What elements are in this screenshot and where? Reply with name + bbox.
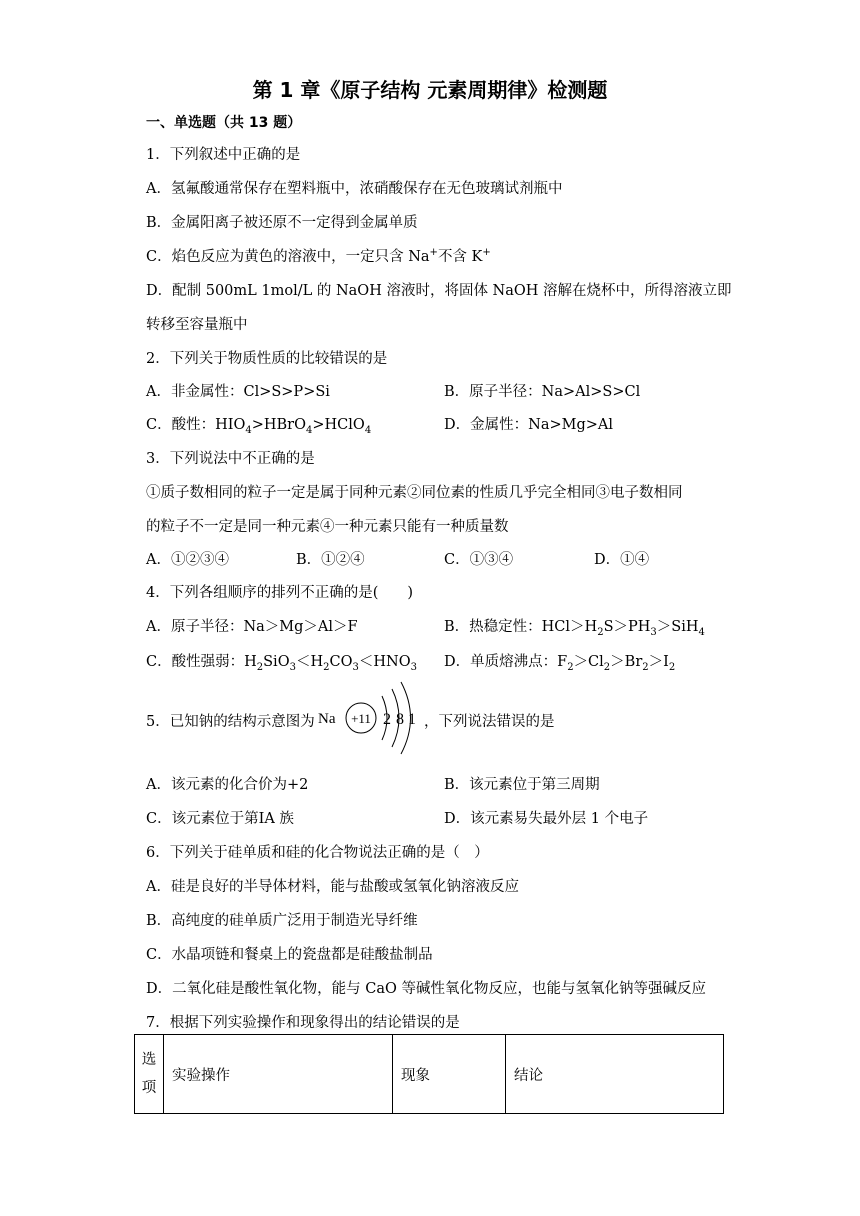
q4-c-sub: 2 bbox=[256, 661, 264, 673]
q3-option-b: B．①②④ bbox=[296, 552, 365, 568]
q1-option-c bbox=[146, 245, 491, 266]
q5-stem-pre: 5．已知钠的结构示意图为 bbox=[146, 714, 315, 730]
q1-option-c-sup: + bbox=[429, 247, 438, 259]
q4-b-part: B．热稳定性：HCl＞H bbox=[444, 619, 598, 635]
q4-d-part: D．单质熔沸点：F bbox=[444, 654, 568, 670]
q4-b-part: ＞SiH bbox=[656, 619, 699, 635]
table-header-phenomenon: 现象 bbox=[393, 1035, 506, 1114]
q3-body-line2: 的粒子不一定是同一种元素④一种元素只能有一种质量数 bbox=[146, 519, 509, 535]
q4-d-part: ＞I bbox=[648, 654, 669, 670]
q4-b-sub: 3 bbox=[650, 626, 657, 638]
q6-option-c: C．水晶项链和餐桌上的瓷盘都是硅酸盐制品 bbox=[146, 947, 433, 963]
q4-option-c bbox=[146, 650, 417, 671]
q5-stem-post: ，下列说法错误的是 bbox=[424, 714, 555, 730]
q2-c-part: >HBrO bbox=[251, 417, 307, 433]
q1-option-c-text: C．焰色反应为黄色的溶液中，一定只含 Na bbox=[146, 249, 430, 265]
q5-option-b: B．该元素位于第三周期 bbox=[444, 777, 600, 793]
q5-option-c: C．该元素位于第IA 族 bbox=[146, 811, 294, 827]
q7-stem: 7．根据下列实验操作和现象得出的结论错误的是 bbox=[146, 1015, 460, 1031]
shell-electrons-2: 8 bbox=[396, 711, 404, 728]
page-title: 第 1 章《原子结构 元素周期律》检测题 bbox=[252, 78, 608, 102]
q3-option-a: A．①②③④ bbox=[146, 552, 229, 568]
q4-d-part: ＞Br bbox=[610, 654, 643, 670]
q6-option-d: D．二氧化硅是酸性氧化物，能与 CaO 等碱性氧化物反应，也能与氢氧化钠等强碱反应 bbox=[146, 981, 706, 997]
q2-option-d: D．金属性：Na>Mg>Al bbox=[444, 417, 613, 433]
q4-c-part: ＜HNO bbox=[358, 654, 411, 670]
q2-option-b: B．原子半径：Na>Al>S>Cl bbox=[444, 384, 641, 400]
q2-option-a: A．非金属性：Cl>S>P>Si bbox=[146, 384, 330, 400]
q2-stem: 2．下列关于物质性质的比较错误的是 bbox=[146, 351, 388, 367]
q4-c-sub: 2 bbox=[323, 661, 330, 673]
q4-c-part: C．酸性强弱：H bbox=[146, 654, 257, 670]
q2-option-c bbox=[146, 413, 371, 434]
q1-option-d-line2: 转移至容量瓶中 bbox=[146, 317, 248, 333]
q4-b-sub: 2 bbox=[597, 626, 604, 638]
q4-d-sub: 2 bbox=[603, 661, 611, 673]
q5-option-d: D．该元素易失最外层 1 个电子 bbox=[444, 811, 649, 827]
experiment-table bbox=[134, 1034, 724, 1114]
q4-option-d bbox=[444, 650, 675, 671]
q2-c-sub: 4 bbox=[245, 424, 252, 436]
q2-c-sub: 4 bbox=[306, 424, 313, 436]
q1-option-c-text2: 不含 K bbox=[437, 249, 483, 265]
q4-b-part: S＞PH bbox=[603, 619, 651, 635]
q4-d-sub: 2 bbox=[642, 661, 649, 673]
q6-stem: 6．下列关于硅单质和硅的化合物说法正确的是（ ） bbox=[146, 845, 489, 861]
element-symbol: Na bbox=[318, 711, 336, 727]
q4-c-part: ＜H bbox=[295, 654, 324, 670]
section-heading: 一、单选题（共 13 题） bbox=[146, 115, 302, 131]
q1-option-c-sup2: + bbox=[482, 247, 491, 259]
q3-stem: 3．下列说法中不正确的是 bbox=[146, 451, 315, 467]
table-header-operation: 实验操作 bbox=[164, 1035, 393, 1114]
q4-d-part: ＞Cl bbox=[573, 654, 604, 670]
q1-option-d-line1: D．配制 500mL 1mol/L 的 NaOH 溶液时，将固体 NaOH 溶解在烧杯中，所得溶液立即 bbox=[146, 283, 732, 299]
q3-option-d: D．①④ bbox=[594, 552, 650, 568]
sodium-atom-diagram bbox=[318, 676, 422, 756]
table-header-option: 选项 bbox=[135, 1035, 164, 1114]
table-header-row bbox=[135, 1035, 724, 1114]
q1-option-a: A．氢氟酸通常保存在塑料瓶中，浓硝酸保存在无色玻璃试剂瓶中 bbox=[146, 181, 563, 197]
q2-c-sub: 4 bbox=[364, 424, 372, 436]
table-header-conclusion: 结论 bbox=[506, 1035, 724, 1114]
nucleus-charge: +11 bbox=[351, 711, 371, 726]
q4-stem: 4．下列各组顺序的排列不正确的是( ) bbox=[146, 585, 414, 601]
q4-c-sub: 3 bbox=[289, 661, 296, 673]
q4-c-sub: 3 bbox=[410, 661, 417, 673]
q4-option-a: A．原子半径：Na＞Mg＞Al＞F bbox=[146, 619, 358, 635]
q2-c-part: C．酸性：HIO bbox=[146, 417, 246, 433]
q1-stem: 1．下列叙述中正确的是 bbox=[146, 147, 301, 163]
q4-c-part: SiO bbox=[263, 654, 290, 670]
q4-d-sub: 2 bbox=[567, 661, 574, 673]
q6-option-a: A．硅是良好的半导体材料，能与盐酸或氢氧化钠溶液反应 bbox=[146, 879, 519, 895]
q4-d-sub: 2 bbox=[668, 661, 676, 673]
q4-c-part: CO bbox=[329, 654, 353, 670]
q5-option-a: A．该元素的化合价为+2 bbox=[146, 777, 309, 793]
q6-option-b: B．高纯度的硅单质广泛用于制造光导纤维 bbox=[146, 913, 418, 929]
q3-option-c: C．①③④ bbox=[444, 552, 514, 568]
q1-option-b: B．金属阳离子被还原不一定得到金属单质 bbox=[146, 215, 418, 231]
q4-option-b bbox=[444, 615, 705, 636]
shell-electrons-1: 2 bbox=[383, 711, 391, 728]
shell-electrons-3: 1 bbox=[408, 711, 416, 728]
q4-b-sub: 4 bbox=[698, 626, 705, 638]
q3-body-line1: ①质子数相同的粒子一定是属于同种元素②同位素的性质几乎完全相同③电子数相同 bbox=[146, 485, 683, 501]
q2-c-part: >HClO bbox=[312, 417, 365, 433]
q4-c-sub: 3 bbox=[352, 661, 359, 673]
